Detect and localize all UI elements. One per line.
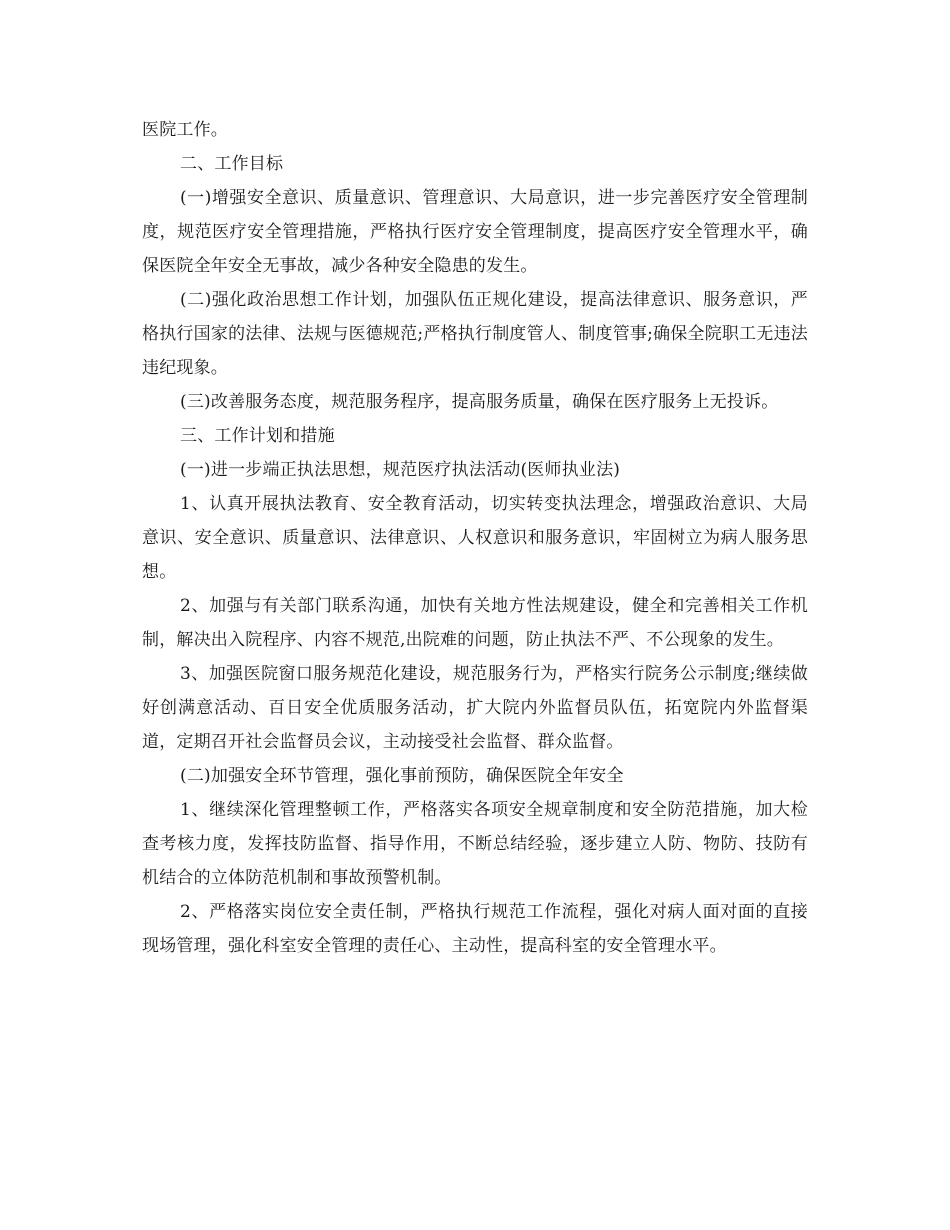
section-heading-goals: 二、工作目标 [180,154,284,174]
plan-subheading-1: (一)进一步端正执法思想，规范医疗执法活动(医师执业法) [180,460,621,480]
paragraph-continuation: 医院工作。 [142,120,228,140]
goal-item-2: (二)强化政治思想工作计划，加强队伍正规化建设，提高法律意识、服务意识，严格执行国家的法律、法规与医德规范;严格执行制度管人、制度管事;确保全院职工无违法违纪现象。 [142,290,808,378]
section-heading-plans: 三、工作计划和措施 [180,426,335,446]
plan-2-item-2: 2、严格落实岗位安全责任制，严格执行规范工作流程，强化对病人面对面的直接现场管理，强化科室安全管理的责任心、主动性，提高科室的安全管理水平。 [142,902,808,956]
plan-2-item-1: 1、继续深化管理整顿工作，严格落实各项安全规章制度和安全防范措施，加大检查考核力度，发挥技防监督、指导作用，不断总结经验，逐步建立人防、物防、技防有机结合的立体防范机制和事故预警机制。 [142,800,808,888]
plan-1-item-3: 3、加强医院窗口服务规范化建设，规范服务行为，严格实行院务公示制度;继续做好创满意活动、百日安全优质服务活动，扩大院内外监督员队伍，拓宽院内外监督渠道，定期召开社会监督员会议，主动接受社会监督、群众监督。 [142,664,808,752]
goal-item-1: (一)增强安全意识、质量意识、管理意识、大局意识，进一步完善医疗安全管理制度，规范医疗安全管理措施，严格执行医疗安全管理制度，提高医疗安全管理水平，确保医院全年安全无事故，减少各种安全隐患的发生。 [142,188,808,276]
plan-subheading-2: (二)加强安全环节管理，强化事前预防，确保医院全年安全 [180,766,624,786]
plan-1-item-1: 1、认真开展执法教育、安全教育活动，切实转变执法理念，增强政治意识、大局意识、安全意识、质量意识、法律意识、人权意识和服务意识，牢固树立为病人服务思想。 [142,494,808,582]
plan-1-item-2: 2、加强与有关部门联系沟通，加快有关地方性法规建设，健全和完善相关工作机制，解决出入院程序、内容不规范,出院难的问题，防止执法不严、不公现象的发生。 [142,596,808,650]
document-body [142,113,808,963]
goal-item-3: (三)改善服务态度，规范服务程序，提高服务质量，确保在医疗服务上无投诉。 [180,392,779,412]
